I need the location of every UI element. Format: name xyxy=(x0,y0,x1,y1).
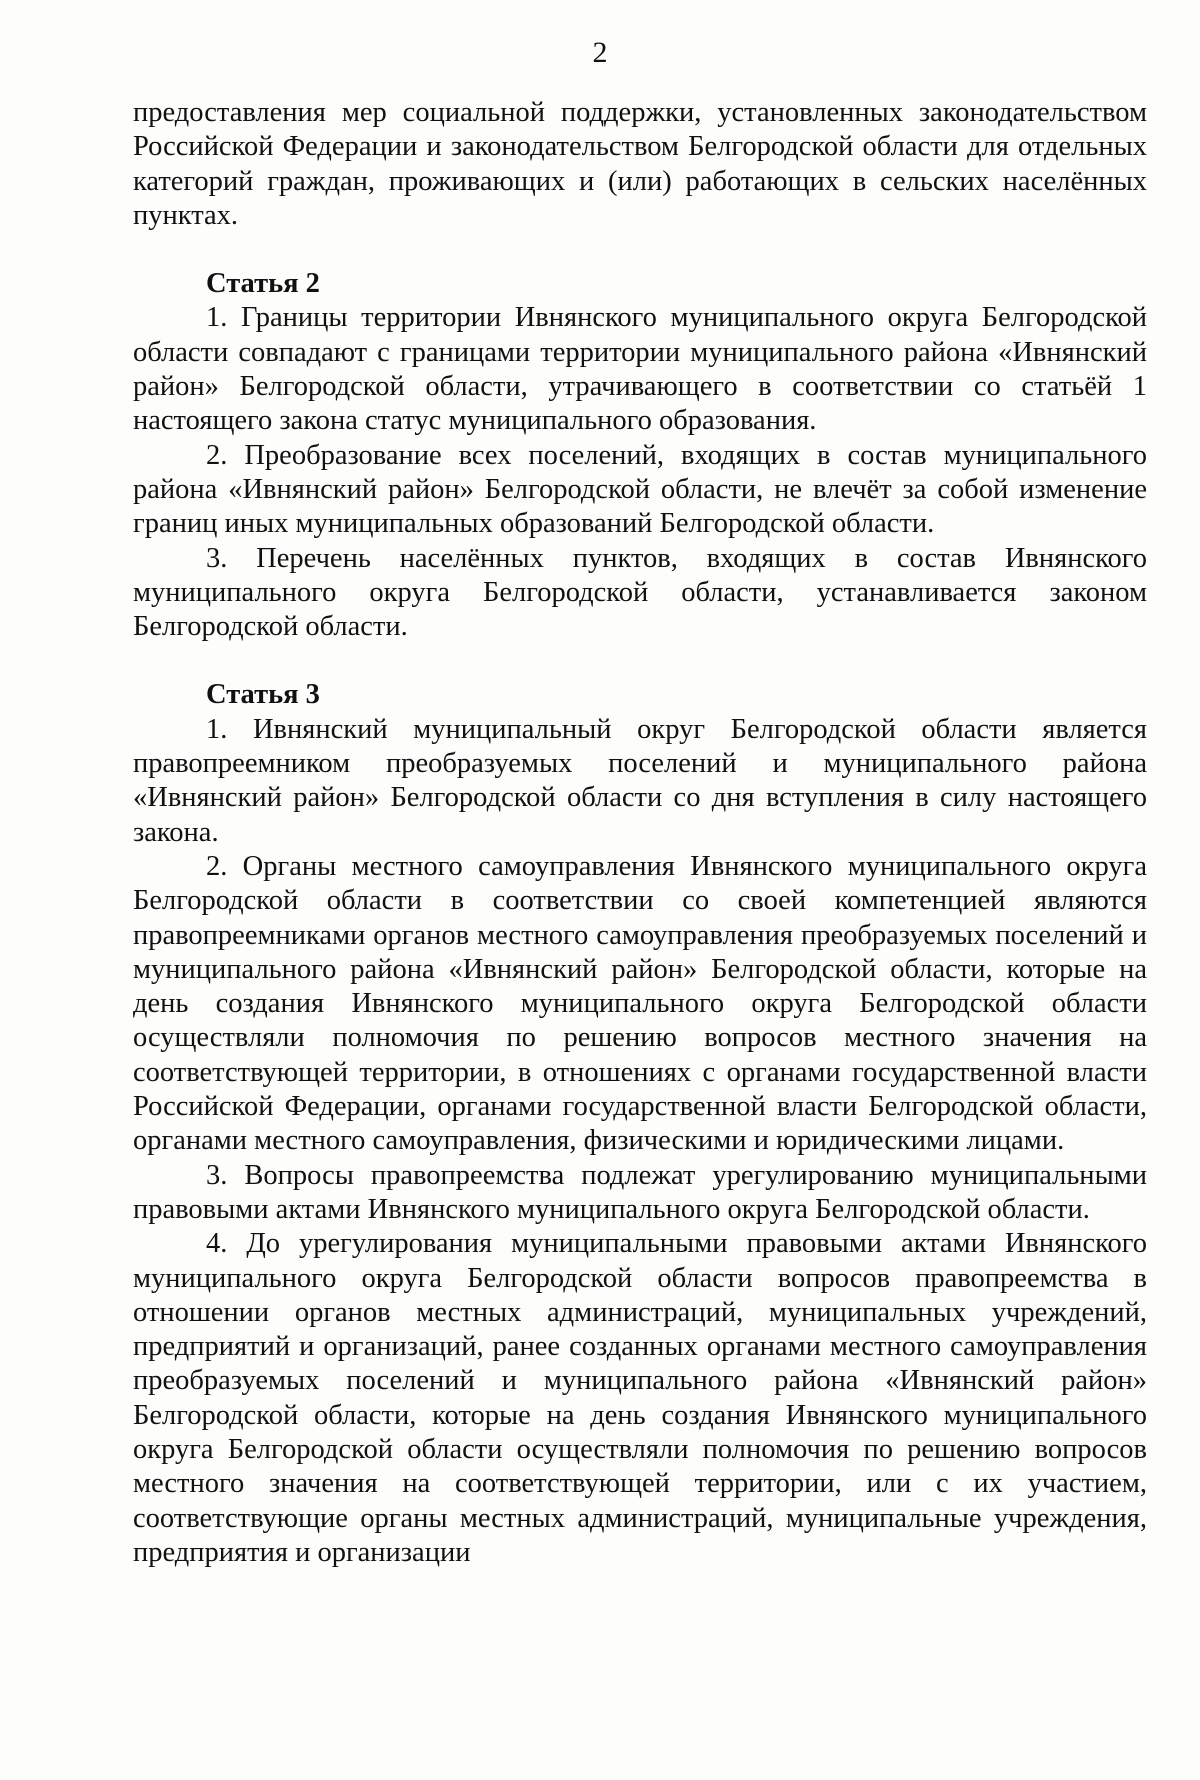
article-2-heading: Статья 2 xyxy=(206,268,320,300)
page-number: 2 xyxy=(592,36,608,69)
article-2-item-1: 1. Границы территории Ивнянского муниципального округа Белгородской области совпадают с границами территории муниципального района «Ивнянский район» Белгородской области, утрачивающего в соответствии со статьёй 1 настоящего закона статус муниципального образования. xyxy=(133,302,1147,437)
spacer xyxy=(133,233,1147,267)
article-3-heading: Статья 3 xyxy=(206,679,320,711)
document-body xyxy=(133,96,1147,1570)
article-2-item-3: 3. Перечень населённых пунктов, входящих в состав Ивнянского муниципального округа Белгородской области, устанавливается законом Белгородской области. xyxy=(133,542,1147,643)
article-2-item-2: 2. Преобразование всех поселений, входящих в состав муниципального района «Ивнянский район» Белгородской области, не влечёт за собой изменение границ иных муниципальных образований Белгородской области. xyxy=(133,439,1147,540)
article-3-item-3: 3. Вопросы правопреемства подлежат урегулированию муниципальными правовыми актами Ивнянского муниципального округа Белгородской области. xyxy=(133,1159,1147,1225)
spacer xyxy=(133,644,1147,678)
intro-paragraph: предоставления мер социальной поддержки, установленных законодательством Российской Федерации и законодательством Белгородской области для отдельных категорий граждан, проживающих и (или) работающих в сельских населённых пунктах. xyxy=(133,97,1147,231)
article-3-item-4: 4. До урегулирования муниципальными правовыми актами Ивнянского муниципального округа Белгородской области вопросов правопреемства в отношении органов местных администраций, муниципальных учреждений, предприятий и организаций, ранее созданных органами местного самоуправления преобразуемых поселений и муниципального района «Ивнянский район» Белгородской области, которые на день создания Ивнянского муниципального округа Белгородской области осуществляли полномочия по решению вопросов местного значения на соответствующей территории, или с их участием, соответствующие органы местных администраций, муниципальные учреждения, предприятия и организации xyxy=(133,1228,1147,1568)
article-3-item-1: 1. Ивнянский муниципальный округ Белгородской области является правопреемником преобразуемых поселений и муниципального района «Ивнянский район» Белгородской области со дня вступления в силу настоящего закона. xyxy=(133,713,1147,848)
article-3-item-2: 2. Органы местного самоуправления Ивнянского муниципального округа Белгородской области в соответствии со своей компетенцией являются правопреемниками органов местного самоуправления преобразуемых поселений и муниципального района «Ивнянский район» Белгородской области, которые на день создания Ивнянского муниципального округа Белгородской области осуществляли полномочия по решению вопросов местного значения на соответствующей территории, в отношениях с органами государственной власти Российской Федерации, органами государственной власти Белгородской области, органами местного самоуправления, физическими и юридическими лицами. xyxy=(133,850,1147,1157)
